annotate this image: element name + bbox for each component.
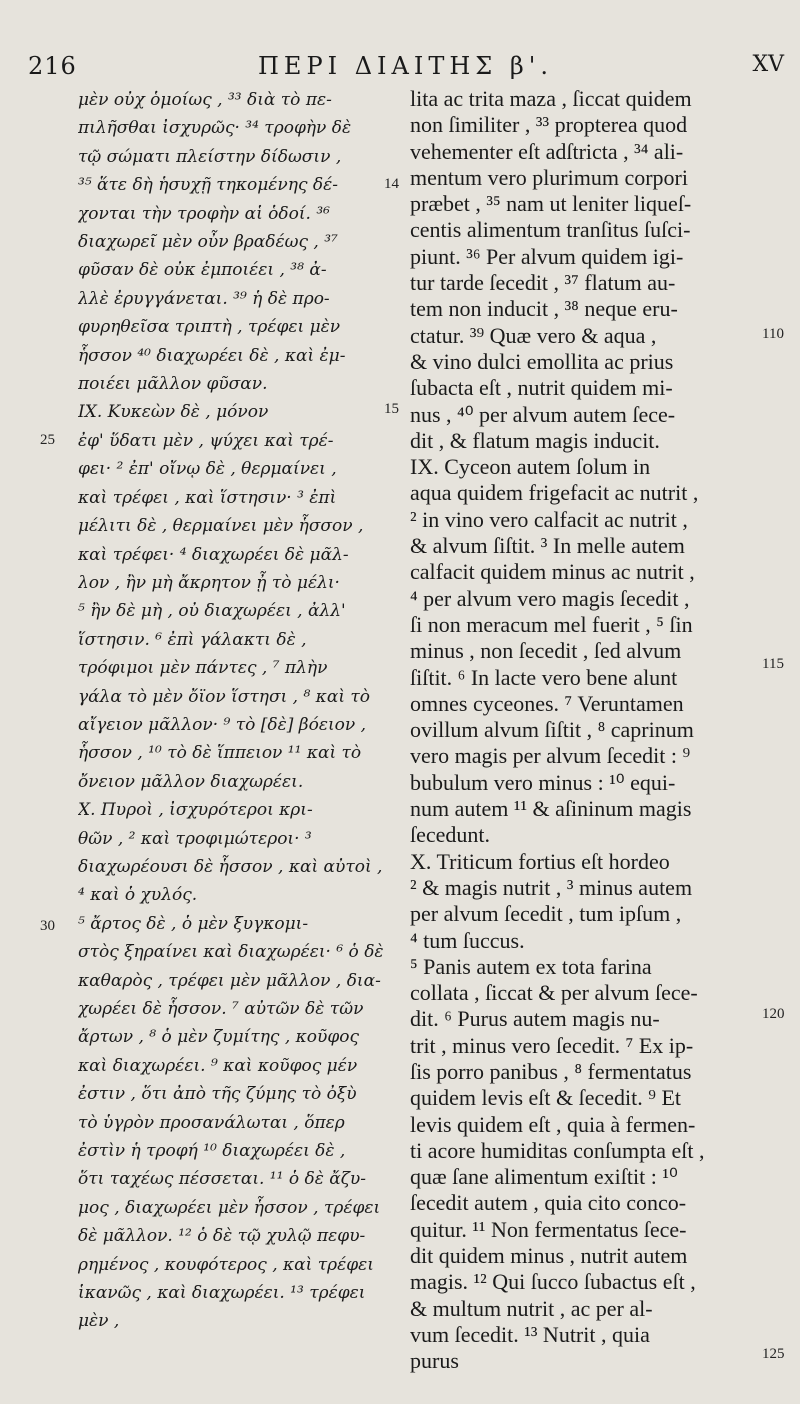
text-line: vero magis per alvum ſecedit : ⁹ [410,743,691,769]
text-line: omnes cyceones. ⁷ Veruntamen [410,690,684,716]
text-line: quæ ſane alimentum exiſtit : ¹⁰ [410,1164,678,1190]
text-line: ſecedunt. [410,822,491,848]
text-line: γάλα τὸ μὲν ὄϊον ἵστησι , ⁸ καὶ τὸ [78,686,371,707]
text-line: ἵστησιν. ⁶ ἐπὶ γάλακτι δὲ , [78,629,307,650]
text-line: ⁵ ἄρτος δὲ , ὁ μὲν ξυγκομι- [78,913,309,934]
text-line: ſis porro panibus , ⁸ fermentatus [410,1058,692,1084]
text-line: ἧσσον , ¹⁰ τὸ δὲ ἵππειον ¹¹ καὶ τὸ [78,743,362,764]
margin-line-number: 30 [40,918,55,934]
text-line: ἐστὶν ἡ τροφή ¹⁰ διαχωρέει δὲ , [78,1141,346,1162]
text-line: ἐφ' ὕδατι μὲν , ψύχει καὶ τρέ- [78,430,334,451]
text-line: ⁴ καὶ ὁ χυλός. [78,885,198,906]
latin-text-column [410,86,755,1375]
margin-line-number: 25 [40,432,55,448]
text-line: ὄνειον μᾶλλον διαχωρέει. [78,771,304,792]
running-head [28,52,784,86]
text-line: χονται τὴν τροφὴν αἱ ὁδοί. ³⁶ [78,203,330,224]
text-line: πιλῆσθαι ἰσχυρῶς· ³⁴ τροφὴν δὲ [78,118,352,139]
text-line: ctatur. ³⁹ Quæ vero & aqua , [410,322,657,348]
text-line: φυρηθεῖσα τριπτὴ , τρέφει μὲν [78,317,341,338]
text-line: μος , διαχωρέει μὲν ἧσσον , τρέφει [78,1197,381,1218]
text-line: διαχωρεῖ μὲν οὖν βραδέως , ³⁷ [78,232,338,253]
page-title: ΠΕΡΙ ΔΙΑΙΤΗΣ β'. [258,52,553,80]
text-line: dit. ⁶ Purus autem magis nu- [410,1006,660,1032]
text-line: non ſimiliter , ³³ propterea quod [410,112,688,138]
text-line: centis alimentum tranſitus ſuſci- [410,217,691,243]
text-line: ⁵ ἢν δὲ μὴ , οὐ διαχωρέει , ἀλλ' [78,601,346,622]
margin-line-number: 120 [762,1006,785,1022]
text-line: τρόφιμοι μὲν πάντες , ⁷ πλὴν [78,658,328,679]
text-line: X. Triticum fortius eſt hordeo [410,848,670,874]
text-line: dit , & flatum magis inducit. [410,427,660,453]
text-line: ⁵ Panis autem ex tota farina [410,953,652,979]
text-line: trit , minus vero ſecedit. ⁷ Ex ip- [410,1032,694,1058]
text-line: tem non inducit , ³⁸ neque eru- [410,296,678,322]
text-line: ποιέει μᾶλλον φῦσαν. [78,374,268,395]
greek-text-column [78,86,398,1336]
text-line: ⁴ tum ſuccus. [410,927,525,953]
text-line: nus , ⁴⁰ per alvum autem ſece- [410,401,676,427]
text-line: μέλιτι δὲ , θερμαίνει μὲν ἧσσον , [78,516,364,537]
text-line: ſi non meracum mel fuerit , ⁵ ſin [410,611,693,637]
text-line: purus [410,1348,459,1374]
text-line: levis quidem eſt , quia à fermen- [410,1111,696,1137]
text-line: & vino dulci emollita ac prius [410,348,674,374]
text-line: καθαρὸς , τρέφει μὲν μᾶλλον , δια- [78,970,381,991]
text-line: αἴγειον μᾶλλον· ⁹ τὸ [δὲ] βόειον , [78,714,367,735]
text-line: piunt. ³⁶ Per alvum quidem igi- [410,243,684,269]
text-line: num autem ¹¹ & aſininum magis [410,796,692,822]
text-line: ſecedit autem , quia cito conco- [410,1190,687,1216]
margin-line-number: 115 [762,656,784,672]
text-line: magis. ¹² Qui ſucco ſubactus eſt , [410,1269,696,1295]
text-line: ἄρτων , ⁸ ὁ μὲν ζυμίτης , κοῦφος [78,1027,360,1048]
text-line: θῶν , ² καὶ τροφιμώτεροι· ³ [78,828,312,849]
text-line: præbet , ³⁵ nam ut leniter liqueſ- [410,191,692,217]
text-line: καὶ τρέφει· ⁴ διαχωρέει δὲ μᾶλ- [78,544,349,565]
text-line: tur tarde ſecedit , ³⁷ flatum au- [410,270,676,296]
text-line: καὶ διαχωρέει. ⁹ καὶ κοῦφος μέν [78,1055,358,1076]
text-line: ti acore humiditas conſumpta eſt , [410,1137,705,1163]
text-line: IX. Cyceon autem ſolum in [410,454,651,480]
text-line: & alvum ſiſtit. ³ In melle autem [410,533,685,559]
text-line: ρημένος , κουφότερος , καὶ τρέφει [78,1254,374,1275]
text-line: ὅτι ταχέως πέσσεται. ¹¹ ὁ δὲ ἄζυ- [78,1169,366,1190]
text-line: per alvum ſecedit , tum ipſum , [410,901,682,927]
text-line: ſubacta eſt , nutrit quidem mi- [410,375,673,401]
text-line: mentum vero plurimum corpori [410,164,688,190]
text-line: δὲ μᾶλλον. ¹² ὁ δὲ τῷ χυλῷ πεφυ- [78,1226,366,1247]
text-line: vehementer eſt adſtricta , ³⁴ ali- [410,138,684,164]
text-line: στὸς ξηραίνει καὶ διαχωρέει· ⁶ ὁ δὲ [78,942,384,963]
margin-line-number: 110 [762,326,784,342]
text-line: X. Πυροὶ , ἰσχυρότεροι κρι- [78,800,313,821]
text-line: quidem levis eſt & ſecedit. ⁹ Et [410,1085,681,1111]
text-line: calfacit quidem minus ac nutrit , [410,559,695,585]
text-line: vum ſecedit. ¹³ Nutrit , quia [410,1321,650,1347]
margin-line-number: 14 [384,176,399,192]
text-line: dit quidem minus , nutrit autem [410,1243,688,1269]
text-line: aqua quidem frigefacit ac nutrit , [410,480,699,506]
text-line: ovillum alvum ſiſtit , ⁸ caprinum [410,717,694,743]
text-line: ἱκανῶς , καὶ διαχωρέει. ¹³ τρέφει [78,1283,366,1304]
text-line: & multum nutrit , ac per al- [410,1295,653,1321]
section-number: XV [752,52,784,77]
text-line: collata , ſiccat & per alvum ſece- [410,980,698,1006]
text-line: ſiſtit. ⁶ In lacte vero bene alunt [410,664,678,690]
text-line: χωρέει δὲ ἧσσον. ⁷ αὐτῶν δὲ τῶν [78,999,364,1019]
text-line: μὲν οὐχ ὁμοίως , ³³ διὰ τὸ πε- [78,90,332,110]
margin-line-number: 15 [384,401,399,417]
margin-line-number: 125 [762,1346,785,1362]
text-line: λλὲ ἐρυγγάνεται. ³⁹ ἡ δὲ προ- [78,288,330,309]
text-line: ² & magis nutrit , ³ minus autem [410,874,693,900]
text-line: IX. Κυκεὼν δὲ , μόνον [78,402,269,423]
text-line: minus , non ſecedit , ſed alvum [410,638,682,664]
text-line: τὸ ὑγρὸν προσανάλωται , ὅπερ [78,1112,345,1133]
text-line: τῷ σώματι πλείστην δίδωσιν , [78,146,342,167]
text-line: διαχωρέουσι δὲ ἧσσον , καὶ αὐτοὶ , [78,856,383,877]
text-line: ⁴ per alvum vero magis ſecedit , [410,585,690,611]
text-line: λον , ἢν μὴ ἄκρητον ᾖ τὸ μέλι· [78,572,340,593]
text-line: lita ac trita maza , ſiccat quidem [410,86,692,111]
text-line: καὶ τρέφει , καὶ ἵστησιν· ³ ἐπὶ [78,487,337,508]
text-line: φῦσαν δὲ οὐκ ἐμποιέει , ³⁸ ἀ- [78,260,327,281]
text-line: ἐστιν , ὅτι ἀπὸ τῆς ζύμης τὸ ὀξὺ [78,1084,357,1105]
text-line: ἧσσον ⁴⁰ διαχωρέει δὲ , καὶ ἐμ- [78,345,346,366]
text-line: ² in vino vero calfacit ac nutrit , [410,506,688,532]
text-line: bubulum vero minus : ¹⁰ equi- [410,769,676,795]
text-line: ³⁵ ἅτε δὴ ἡσυχῇ τηκομένης δέ- [78,175,338,196]
page-number: 216 [28,52,77,80]
text-line: μὲν , [78,1311,120,1332]
text-line: quitur. ¹¹ Non fermentatus ſece- [410,1216,687,1242]
text-line: φει· ² ἐπ' οἴνῳ δὲ , θερμαίνει , [78,459,337,480]
